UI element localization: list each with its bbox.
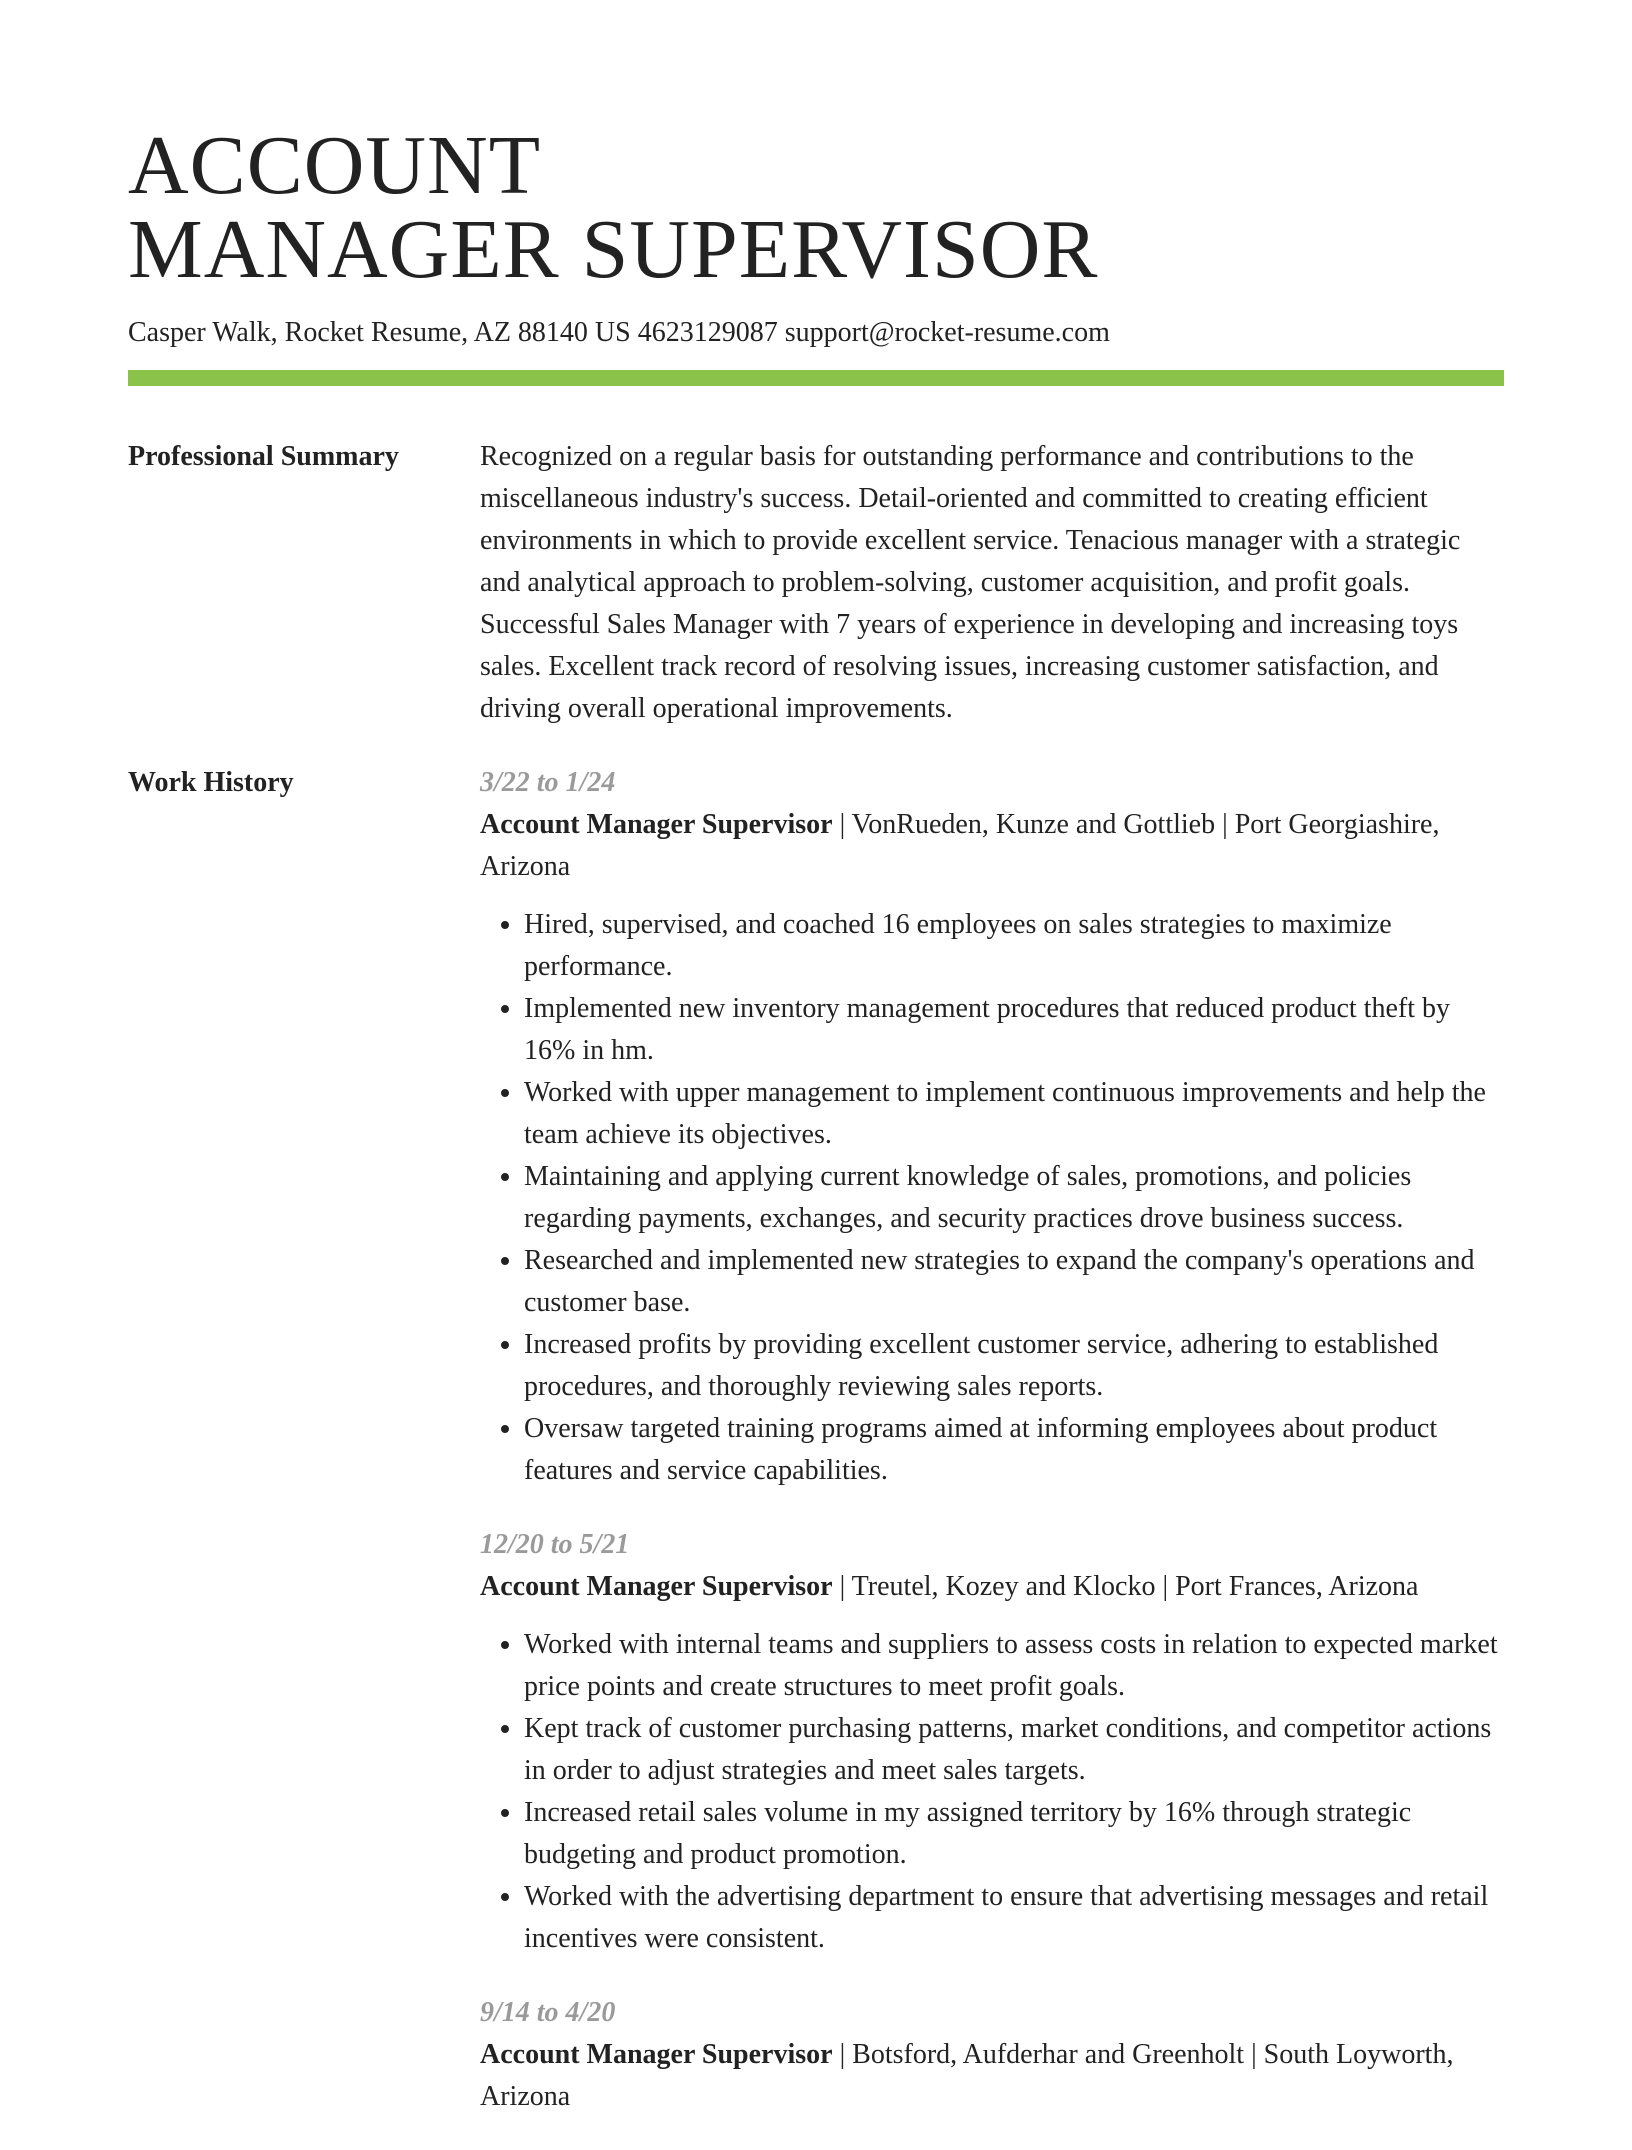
job-bullet: • Increased retail sales volume in my assigned territory by 16% through strategic budgeting and product promotion. bbox=[524, 1792, 1504, 1876]
job-role: Account Manager Supervisor bbox=[480, 809, 833, 840]
header-divider bbox=[128, 370, 1504, 386]
job-employer-location: | VonRueden, Kunze and Gottlieb | Port Georgiashire, Arizona bbox=[480, 809, 1440, 882]
page-title bbox=[128, 119, 1504, 296]
job-bullets bbox=[480, 904, 1504, 1492]
job-entry bbox=[480, 1992, 1504, 2118]
job-heading bbox=[480, 2034, 1504, 2118]
job-dates: 3/22 to 1/24 bbox=[480, 767, 616, 798]
professional-summary-section bbox=[128, 436, 1504, 730]
job-employer-location: | Botsford, Aufderhar and Greenholt | South Loyworth, Arizona bbox=[480, 2039, 1454, 2112]
job-dates: 9/14 to 4/20 bbox=[480, 1997, 616, 2028]
title-line-2: MANAGER SUPERVISOR bbox=[128, 203, 1099, 296]
work-history-list bbox=[480, 762, 1504, 2150]
job-bullet: • Increased profits by providing excellent customer service, adhering to established procedures, and thoroughly reviewing sales reports. bbox=[524, 1324, 1504, 1408]
job-employer-location: | Treutel, Kozey and Klocko | Port Frances, Arizona bbox=[832, 1571, 1419, 1602]
job-bullet: • Oversaw targeted training programs aimed at informing employees about product features and service capabilities. bbox=[524, 1408, 1504, 1492]
job-heading bbox=[480, 804, 1504, 888]
job-bullet: • Researched and implemented new strategies to expand the company's operations and customer base. bbox=[524, 1240, 1504, 1324]
job-bullet: • Worked with the advertising department to ensure that advertising messages and retail incentives were consistent. bbox=[524, 1876, 1504, 1960]
job-bullet: • Maintaining and applying current knowledge of sales, promotions, and policies regarding payments, exchanges, and security practices drove business success. bbox=[524, 1156, 1504, 1240]
job-entry bbox=[480, 1524, 1504, 1960]
job-bullet: • Kept track of customer purchasing patterns, market conditions, and competitor actions in order to adjust strategies and meet sales targets. bbox=[524, 1708, 1504, 1792]
job-bullet: • Worked with upper management to implement continuous improvements and help the team achieve its objectives. bbox=[524, 1072, 1504, 1156]
title-line-1: ACCOUNT bbox=[128, 119, 542, 212]
job-bullets bbox=[480, 1624, 1504, 1960]
job-bullet: • Hired, supervised, and coached 16 employees on sales strategies to maximize performance. bbox=[524, 904, 1504, 988]
section-label-summary: Professional Summary bbox=[128, 441, 399, 472]
section-label-work-history: Work History bbox=[128, 767, 294, 798]
resume-page bbox=[128, 119, 1504, 2150]
job-dates: 12/20 to 5/21 bbox=[480, 1529, 630, 1560]
contact-info: Casper Walk, Rocket Resume, AZ 88140 US 4623129087 support@rocket-resume.com bbox=[128, 317, 1110, 348]
job-role: Account Manager Supervisor bbox=[480, 2039, 833, 2070]
job-entry bbox=[480, 762, 1504, 1492]
summary-text: Recognized on a regular basis for outstanding performance and contributions to the miscellaneous industry's success. Detail-oriented and committed to creating efficient environments in which to provide excellent service. Tenacious manager with a strategic and analytical approach to problem-solving, customer acquisition, and profit goals. Successful Sales Manager with 7 years of experience in developing and increasing toys sales. Excellent track record of resolving issues, increasing customer satisfaction, and driving overall operational improvements. bbox=[480, 441, 1461, 724]
job-role: Account Manager Supervisor bbox=[480, 1571, 833, 1602]
work-history-section bbox=[128, 762, 1504, 2150]
job-bullet: • Implemented new inventory management procedures that reduced product theft by 16% in hm. bbox=[524, 988, 1504, 1072]
job-heading bbox=[480, 1566, 1504, 1608]
job-bullet: • Worked with internal teams and suppliers to assess costs in relation to expected market price points and create structures to meet profit goals. bbox=[524, 1624, 1504, 1708]
